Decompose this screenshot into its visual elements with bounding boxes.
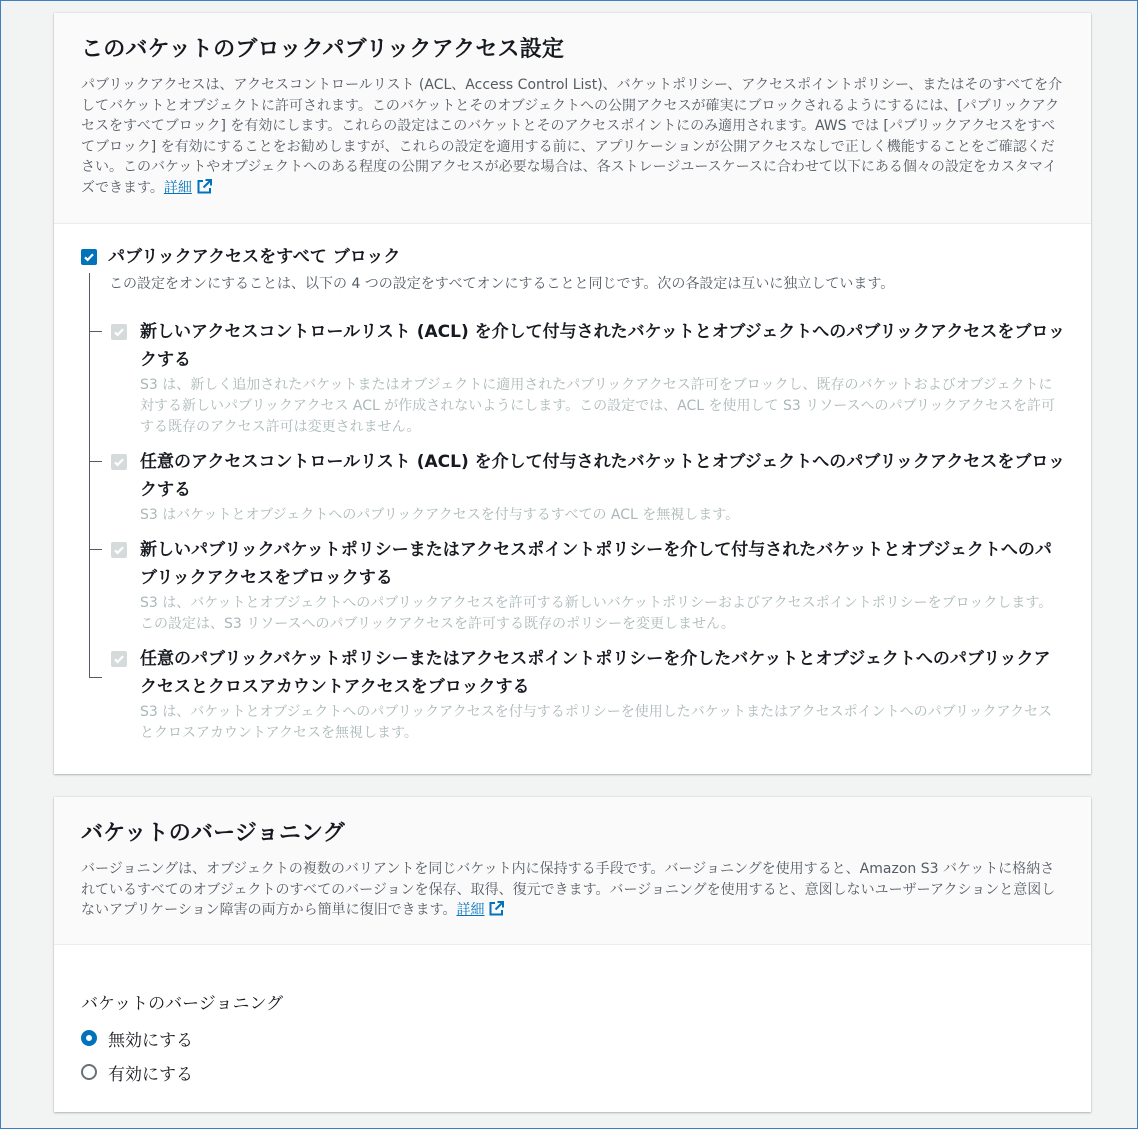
option-new-acl — [111, 318, 1066, 438]
checkmark-icon — [113, 456, 125, 468]
option-new-policy-checkbox[interactable] — [111, 542, 127, 558]
versioning-learn-more-label: 詳細 — [456, 902, 485, 919]
bucket-versioning-description-text: バージョニングは、オブジェクトの複数のバリアントを同じバケット内に保持する手段です。バージョニングを使用すると、Amazon S3 バケットに格納されているすべてのオブジェクトのすべてのバージョンを保存、取得、復元できます。バージョニングを使用すると、意図しないユーザーアクションと意図しないアプリケーション障害の両方から簡単に復旧できます。 — [81, 861, 1056, 919]
checkmark-icon — [113, 544, 125, 556]
option-any-acl-description: S3 はバケットとオブジェクトへのパブリックアクセスを付与するすべての ACL を無視します。 — [140, 507, 740, 523]
versioning-option-disable[interactable] — [81, 1027, 283, 1049]
option-any-acl — [111, 448, 1066, 526]
bucket-versioning-header — [54, 797, 1091, 945]
external-link-icon — [196, 178, 213, 202]
block-public-access-panel — [54, 13, 1091, 774]
versioning-enable-label: 有効にする — [108, 1064, 193, 1085]
versioning-disable-label: 無効にする — [108, 1030, 193, 1051]
versioning-option-enable[interactable] — [81, 1061, 283, 1083]
learn-more-link[interactable] — [164, 180, 213, 196]
block-all-description: この設定をオンにすることは、以下の 4 つの設定をすべてオンにすることと同じです。次の各設定は互いに独立しています。 — [109, 276, 895, 292]
option-new-policy-title: 新しいパブリックバケットポリシーまたはアクセスポイントポリシーを介して付与されたバケットとオブジェクトへのパブリックアクセスをブロックする — [140, 540, 1052, 588]
tree-connector-tick — [89, 549, 102, 550]
versioning-disable-radio[interactable] — [81, 1030, 97, 1046]
versioning-field-label: バケットのバージョニング — [81, 994, 284, 1014]
tree-connector-tick — [89, 331, 102, 332]
block-all-label: パブリックアクセスをすべて ブロック — [108, 247, 401, 267]
versioning-learn-more-link[interactable] — [456, 902, 505, 918]
learn-more-label: 詳細 — [163, 179, 192, 196]
checkmark-icon — [83, 251, 95, 263]
checkmark-icon — [113, 326, 125, 338]
option-any-policy-title: 任意のパブリックバケットポリシーまたはアクセスポイントポリシーを介したバケットとオブジェクトへのパブリックアクセスとクロスアカウントアクセスをブロックする — [140, 649, 1051, 697]
option-new-policy — [111, 536, 1066, 635]
bucket-versioning-description — [81, 859, 1063, 924]
block-public-access-description-text: パブリックアクセスは、アクセスコントロールリスト (ACL、Access Control List)、バケットポリシー、アクセスポイントポリシー、またはそのすべてを介してバケットとオブジェクトに許可されます。このバケットとそのオブジェクトへの公開アクセスが確実にブロックされるようにするには、[パブリックアクセスをすべてブロック] を有効にします。これらの設定はこのバケットとそのアクセスポイントにのみ適用されます。AWS では [パブリックアクセスをすべてブロック] を有効にすることをお勧めしますが、これらの設定を適用する前に、アプリケーションが公開アクセスなしで正しく機能することをご確認ください。このバケットやオブジェクトへのある程度の公開アクセスが必要な場合は、各ストレージユースケースに合わせて以下にある個々の設定をカスタマイズできます。 — [81, 77, 1063, 196]
bucket-versioning-panel — [54, 797, 1091, 1112]
option-new-acl-title: 新しいアクセスコントロールリスト (ACL) を介して付与されたバケットとオブジェクトへのパブリックアクセスをブロックする — [140, 322, 1066, 370]
block-public-access-header — [54, 13, 1091, 224]
option-any-policy — [111, 645, 1066, 744]
option-any-policy-checkbox[interactable] — [111, 651, 127, 667]
option-any-acl-checkbox[interactable] — [111, 454, 127, 470]
tree-connector-line — [89, 273, 90, 677]
versioning-field — [81, 993, 283, 1095]
external-link-icon — [488, 900, 505, 924]
block-public-access-title: このバケットのブロックパブリックアクセス設定 — [81, 37, 565, 62]
option-any-policy-description: S3 は、バケットとオブジェクトへのパブリックアクセスを付与するポリシーを使用したバケットまたはアクセスポイントへのパブリックアクセスとクロスアカウントアクセスを無視します。 — [140, 704, 1053, 741]
option-new-acl-checkbox[interactable] — [111, 324, 127, 340]
block-all-row[interactable] — [81, 249, 400, 267]
block-all-checkbox[interactable] — [81, 249, 97, 265]
versioning-enable-radio[interactable] — [81, 1064, 97, 1080]
option-new-policy-description: S3 は、バケットとオブジェクトへのパブリックアクセスを許可する新しいバケットポリシーおよびアクセスポイントポリシーをブロックします。この設定は、S3 リソースへのパブリックアクセスを許可する既存のポリシーを変更しません。 — [140, 595, 1053, 632]
checkmark-icon — [113, 653, 125, 665]
bucket-versioning-title: バケットのバージョニング — [81, 821, 345, 846]
option-any-acl-title: 任意のアクセスコントロールリスト (ACL) を介して付与されたバケットとオブジェクトへのパブリックアクセスをブロックする — [140, 452, 1066, 500]
tree-connector-tick — [89, 461, 102, 462]
tree-connector-tick — [89, 677, 102, 678]
option-new-acl-description: S3 は、新しく追加されたバケットまたはオブジェクトに適用されたパブリックアクセス許可をブロックし、既存のバケットおよびオブジェクトに対する新しいパブリックアクセス ACL が作成されないようにします。この設定では、ACL を使用して S3 リソースへのパブリックアクセスを許可する既存のアクセス許可は変更されません。 — [140, 377, 1055, 435]
block-public-access-description — [81, 75, 1063, 202]
